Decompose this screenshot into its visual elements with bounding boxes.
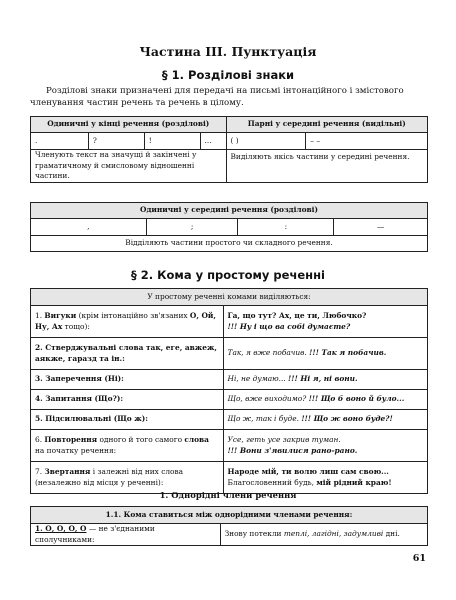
rule-1: 1. Вигуки (крім інтонаційно зв'язаних О, Ой, Ну, Ах тощо): (31, 306, 224, 338)
rule-3: 3. Заперечення (Ні): (31, 370, 224, 390)
header-single-marks: Одиничні у середині речення (розділові) (31, 203, 428, 219)
homogeneous-header: 1.1. Кома ставиться між однорідними членами речення: (31, 507, 428, 524)
rule-2: 2. Стверджувальні слова так, еге, авжеж, аякже, гаразд та ін.: (31, 338, 224, 370)
rule-4: 4. Запитання (Що?): (31, 390, 224, 410)
desc-single-marks: Відділяють частини простого чи складного речення. (31, 236, 428, 252)
mark-semicolon: ; (146, 219, 238, 236)
mark-parentheses: ( ) (226, 133, 306, 150)
page-number: 61 (412, 553, 426, 564)
header-paired-marks: Парні у середині речення (видільні) (226, 117, 428, 133)
subsection-heading: 1. Однорідні члени речення (159, 490, 297, 500)
rule-1-example: Га, що тут? Ах, це ти, Любочко? !!! Ну і що ва собі думаєте? (223, 306, 427, 338)
comma-rules-table (30, 288, 428, 494)
homogeneous-example: Знову потекли теплі, лагідні, задумливі дні. (220, 524, 427, 546)
homogeneous-table (30, 506, 428, 546)
mark-dash: — (334, 219, 428, 236)
punctuation-table-1 (30, 116, 428, 183)
section-heading-2: § 2. Кома у простому реченні (130, 268, 325, 282)
mark-dashes: – – (306, 133, 428, 150)
rule-3-example: Ні, не думаю... !!! Ні я, ні вони. (223, 370, 427, 390)
mark-colon: : (238, 219, 334, 236)
rule-4-example: Що, вже виходимо? !!! Що б воно й було... (223, 390, 427, 410)
rule-2-example: Так, я вже побачив. !!! Так я побачив. (223, 338, 427, 370)
rule-7-example: Народе мій, ти волю лиш сам свою... Благословенний будь, мій рідний краю! (223, 462, 427, 494)
mark-question: ? (88, 133, 144, 150)
intro-paragraph: Розділові знаки призначені для передачі на письмі інтонаційного і змістового членування частин речень та речень в цілому. (30, 86, 404, 108)
rule-7: 7. Звертання і залежні від них слова (незалежно від місця у реченні): (31, 462, 224, 494)
rule-6-example: Усе, геть усе закрив туман. !!! Вони з'явилися рано-рано. (223, 430, 427, 462)
homogeneous-rule: 1. О, О, О, О — не з'єднаними сполучниками: (31, 524, 221, 546)
rule-6: 6. Повторення одного й того самого слова на початку речення: (31, 430, 224, 462)
mark-comma: , (31, 219, 147, 236)
mark-ellipsis: ... (200, 133, 226, 150)
desc-end-marks: Членують текст на значущі й закінчені у граматичному й смисловому відношенні частини. (31, 150, 227, 183)
comma-rules-header: У простому реченні комами виділяються: (31, 289, 428, 306)
mark-period: . (31, 133, 89, 150)
rule-5: 5. Підсилювальні (Що ж): (31, 410, 224, 430)
page-title: Частина III. Пунктуація (139, 44, 317, 59)
mark-exclamation: ! (144, 133, 200, 150)
section-heading-1: § 1. Розділові знаки (161, 68, 295, 82)
punctuation-table-2 (30, 202, 428, 252)
rule-5-example: Що ж, так і буде. !!! Що ж воно буде?! (223, 410, 427, 430)
desc-paired-marks: Виділяють якісь частини у середині речення. (226, 150, 428, 183)
header-end-marks: Одиничні у кінці речення (розділові) (31, 117, 227, 133)
